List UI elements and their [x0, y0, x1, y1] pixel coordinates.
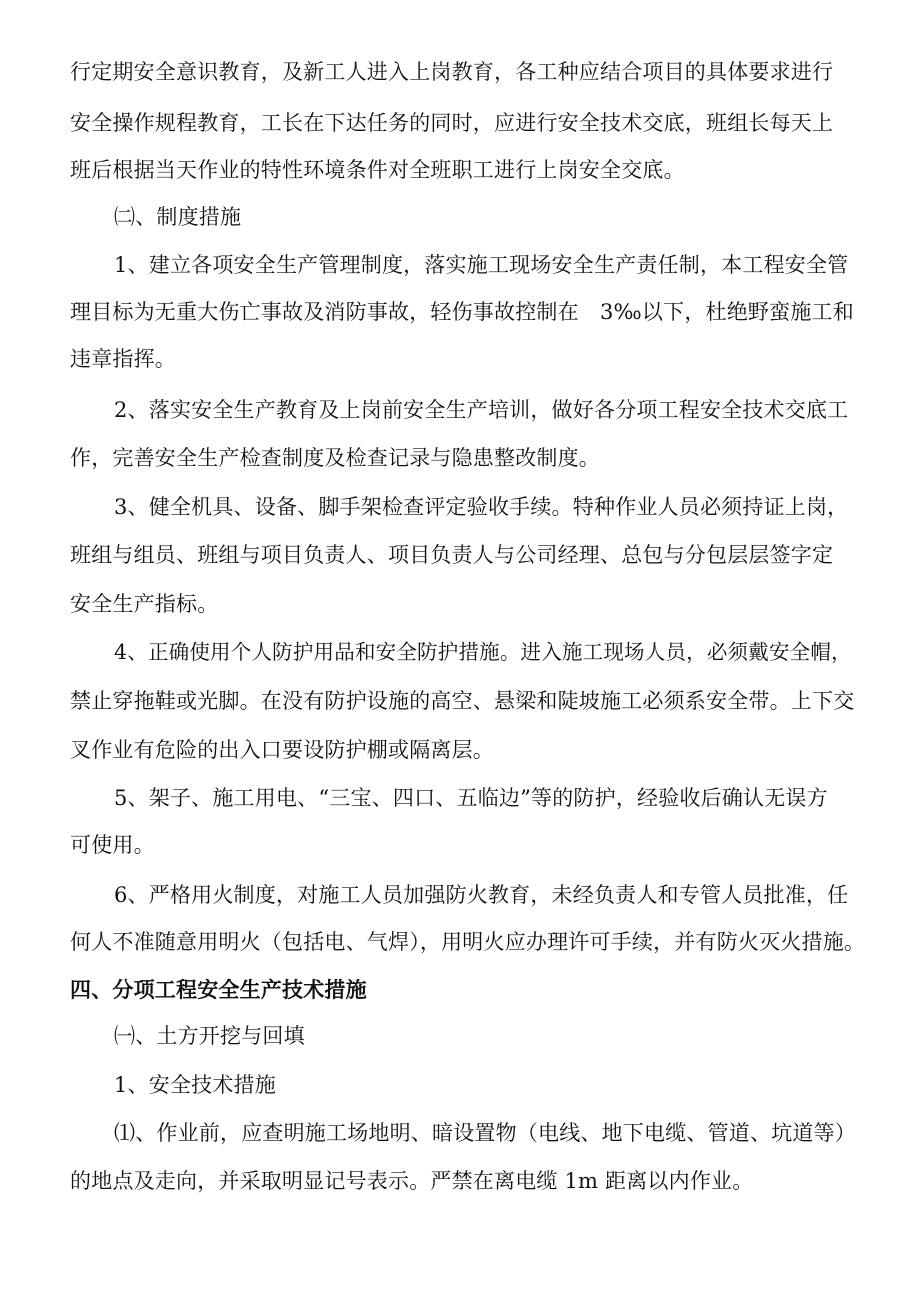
- paragraph-line: 3、健全机具、设备、脚手架检查评定验收手续。特种作业人员必须持证上岗，: [114, 495, 849, 519]
- paragraph-line: 违章指挥。: [70, 347, 176, 371]
- paragraph-line: 班后根据当天作业的特性环境条件对全班职工进行上岗安全交底。: [70, 158, 685, 182]
- section-subheading: ㈠、土方开挖与回填: [114, 1024, 305, 1048]
- paragraph-line: 可使用。: [70, 833, 155, 857]
- paragraph-line: 安全操作规程教育，工长在下达任务的同时，应进行安全技术交底，班组长每天上: [70, 111, 834, 135]
- paragraph-line: 行定期安全意识教育，及新工人进入上岗教育，各工种应结合项目的具体要求进行: [70, 60, 834, 84]
- section-subheading: ㈡、制度措施: [114, 205, 242, 229]
- paragraph-line: 6、严格用火制度，对施工人员加强防火教育，未经负责人和专管人员批准，任: [114, 883, 849, 907]
- paragraph-line: 理目标为无重大伤亡事故及消防事故，轻伤事故控制在 3‰以下，杜绝野蛮施工和: [70, 300, 854, 324]
- paragraph-line: 4、正确使用个人防护用品和安全防护措施。进入施工现场人员，必须戴安全帽，: [114, 640, 852, 664]
- subsection-heading: 1、安全技术措施: [114, 1073, 276, 1097]
- paragraph-line: 2、落实安全生产教育及上岗前安全生产培训，做好各分项工程安全技术交底工: [114, 398, 849, 422]
- paragraph-line: 作，完善安全生产检查制度及检查记录与隐患整改制度。: [70, 446, 600, 470]
- paragraph-line: 的地点及走向，并采取明显记号表示。严禁在离电缆 1m 距离以内作业。: [70, 1169, 754, 1193]
- paragraph-line: 班组与组员、班组与项目负责人、项目负责人与公司经理、总包与分包层层签字定: [70, 543, 834, 567]
- paragraph-line: 何人不准随意用明火（包括电、气焊），用明火应办理许可手续，并有防火灭火措施。: [70, 930, 866, 954]
- section-heading: 四、分项工程安全生产技术措施: [70, 978, 367, 1002]
- paragraph-line: 叉作业有危险的出入口要设防护棚或隔离层。: [70, 738, 494, 762]
- paragraph-line: 安全生产指标。: [70, 592, 219, 616]
- paragraph-line: 5、架子、施工用电、“三宝、四口、五临边”等的防护，经验收后确认无误方: [114, 786, 828, 810]
- paragraph-line: 禁止穿拖鞋或光脚。在没有防护设施的高空、悬梁和陡坡施工必须系安全带。上下交: [70, 689, 855, 713]
- paragraph-line: ⑴、作业前，应查明施工场地明、暗设置物（电线、地下电缆、管道、坑道等）: [114, 1121, 856, 1145]
- paragraph-line: 1、建立各项安全生产管理制度，落实施工现场安全生产责任制，本工程安全管: [114, 253, 849, 277]
